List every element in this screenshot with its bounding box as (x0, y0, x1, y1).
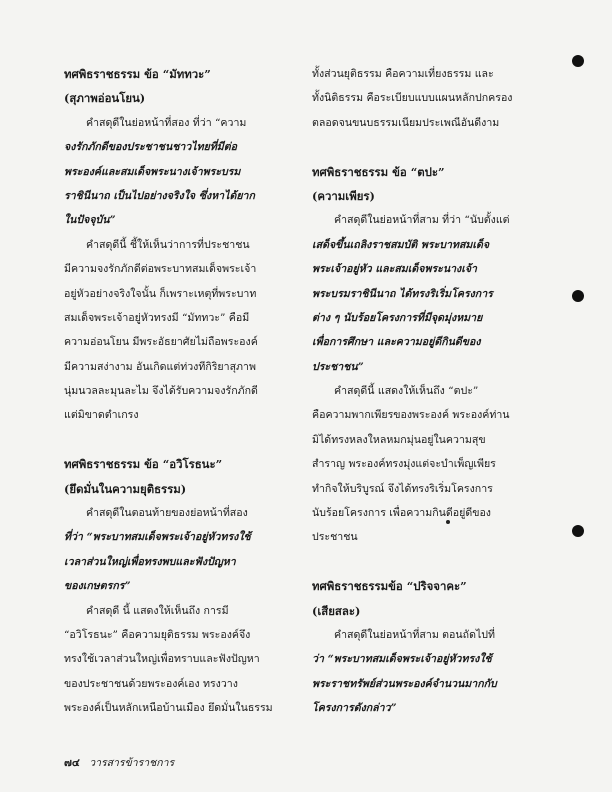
quoted-text-line: ในปัจจุบัน” (64, 214, 116, 227)
text-line: คำสดุดีนี้ แสดงให้เห็นถึง “ตปะ” (334, 385, 479, 398)
quoted-text-line: พระองค์และสมเด็จพระนางเจ้าพระบรม (64, 165, 241, 178)
section-heading: ทศพิธราชธรรม ข้อ “มัททวะ” (64, 67, 211, 81)
text-line: พระองค์เป็นหลักเหนือบ้านเมือง ยึดมั่นในธรรม (64, 702, 273, 715)
section-heading: (ยึดมั่นในความยุติธรรม) (64, 481, 187, 496)
left-column (64, 62, 282, 721)
text-line: มิได้ทรงหลงใหลหมกมุ่นอยู่ในความสุข (312, 433, 486, 446)
quoted-text-line: เวลาส่วนใหญ่เพื่อทรงพบและฟังปัญหา (64, 555, 236, 568)
quoted-text-line: ประชาชน” (312, 360, 364, 373)
text-line: คือความพากเพียรของพระองค์ พระองค์ท่าน (312, 409, 510, 422)
text-line: แต่มิขาดตำเกรง (64, 409, 139, 422)
quoted-text-line: ว่า “พระบาทสมเด็จพระเจ้าอยู่หัวทรงใช้ (312, 653, 492, 666)
quoted-text-line: พระบรมราชินีนาถ ได้ทรงริเริ่มโครงการ (312, 287, 493, 300)
ink-speck (446, 520, 450, 524)
text-line: คำสดุดีในย่อหน้าที่สาม ตอนถัดไปที่ (334, 628, 495, 641)
quoted-text-line: ต่าง ๆ นับร้อยโครงการที่มีจุดมุ่งหมาย (312, 311, 483, 324)
text-line: ความอ่อนโยน มีพระอัธยาศัยไม่ถือพระองค์ (64, 336, 258, 349)
text-line: ของประชาชนด้วยพระองค์เอง ทรงวาง (64, 677, 238, 690)
text-line: ตลอดจนขนบธรรมเนียมประเพณีอันดีงาม (312, 116, 500, 129)
text-line: ทั้งส่วนยุติธรรม คือความเที่ยงธรรม และ (312, 68, 494, 80)
text-line: คำสดุดี นี้ แสดงให้เห็นถึง การมี (86, 604, 229, 617)
quoted-text-line: จงรักภักดีของประชาชนชาวไทยที่มีต่อ (64, 141, 238, 154)
punch-hole-mark (572, 290, 584, 302)
section-heading: (เสียสละ) (312, 603, 361, 618)
text-line: คำสดุดีนี้ ชี้ให้เห็นว่าการที่ประชาชน (86, 238, 250, 251)
section-heading: (สุภาพอ่อนโยน) (64, 91, 146, 106)
text-line: “อวิโรธนะ” คือความยุติธรรม พระองค์จึง (64, 628, 251, 641)
section-heading: ทศพิธราชธรรมข้อ “ปริจจาคะ” (312, 579, 467, 594)
paragraph-spacer (64, 428, 282, 452)
quoted-text-line: ราชินีนาถ เป็นไปอย่างจริงใจ ซึ่งหาได้ยาก (64, 189, 255, 202)
quoted-text-line: เพื่อการศึกษา และความอยู่ดีกินดีของ (312, 336, 481, 349)
quoted-text-line: เสด็จขึ้นเถลิงราชสมบัติ พระบาทสมเด็จ (312, 238, 490, 251)
text-line: ประชาชน (312, 531, 358, 544)
text-line: อยู่หัวอย่างจริงใจนั้น ก็เพราะเหตุที่พระบาท (64, 287, 257, 300)
text-line: มีความสง่างาม อันเกิดแต่ท่วงทีกิริยาสุภาพ (64, 360, 256, 373)
text-line: คำสดุดีในตอนท้ายของย่อหน้าที่สอง (86, 507, 248, 520)
text-line: นับร้อยโครงการ เพื่อความกินดีอยู่ดีของ (312, 507, 491, 520)
quoted-text-line: พระราชทรัพย์ส่วนพระองค์จำนวนมากกับ (312, 677, 497, 690)
page-footer (64, 756, 174, 770)
text-line: คำสดุดีในย่อหน้าที่สาม ที่ว่า “นับตั้งแต่ (334, 214, 510, 227)
text-line: คำสดุดีในย่อหน้าที่สอง ที่ว่า “ความ (86, 116, 247, 129)
text-line: สมเด็จพระเจ้าอยู่หัวทรงมี “มัททวะ” คือมี (64, 311, 250, 324)
section-heading: ทศพิธราชธรรม ข้อ “ตปะ” (312, 164, 445, 179)
text-line: ทรงใช้เวลาส่วนใหญ่เพื่อทราบและฟังปัญหา (64, 653, 260, 666)
text-line: นุ่มนวลละมุนละไม จึงได้รับความจงรักภักดี (64, 385, 258, 398)
section-heading: ทศพิธราชธรรม ข้อ “อวิโรธนะ” (64, 457, 223, 472)
publication-name: วารสารข้าราชการ (89, 757, 175, 769)
text-line: สำราญ พระองค์ทรงมุ่งแต่จะบำเพ็ญเพียร (312, 458, 496, 471)
punch-hole-mark (572, 525, 584, 537)
quoted-text-line: ที่ว่า “พระบาทสมเด็จพระเจ้าอยู่หัวทรงใช้ (64, 531, 251, 544)
paragraph-spacer (312, 550, 530, 574)
section-heading: (ความเพียร) (312, 188, 375, 203)
page-number: ๗๔ (64, 757, 80, 769)
text-line: มีความจงรักภักดีต่อพระบาทสมเด็จพระเจ้า (64, 263, 257, 276)
punch-hole-mark (572, 55, 584, 67)
paragraph-spacer (312, 135, 530, 159)
text-line: ทำกิจให้บริบูรณ์ จึงได้ทรงริเริ่มโครงการ (312, 482, 493, 495)
quoted-text-line: พระเจ้าอยู่หัว และสมเด็จพระนางเจ้า (312, 263, 477, 276)
quoted-text-line: ของเกษตรกร” (64, 580, 131, 593)
quoted-text-line: โครงการดังกล่าว” (312, 702, 397, 715)
right-column (312, 62, 530, 721)
text-line: ทั้งนิติธรรม คือระเบียบแบบแผนหลักปกครอง (312, 92, 513, 105)
